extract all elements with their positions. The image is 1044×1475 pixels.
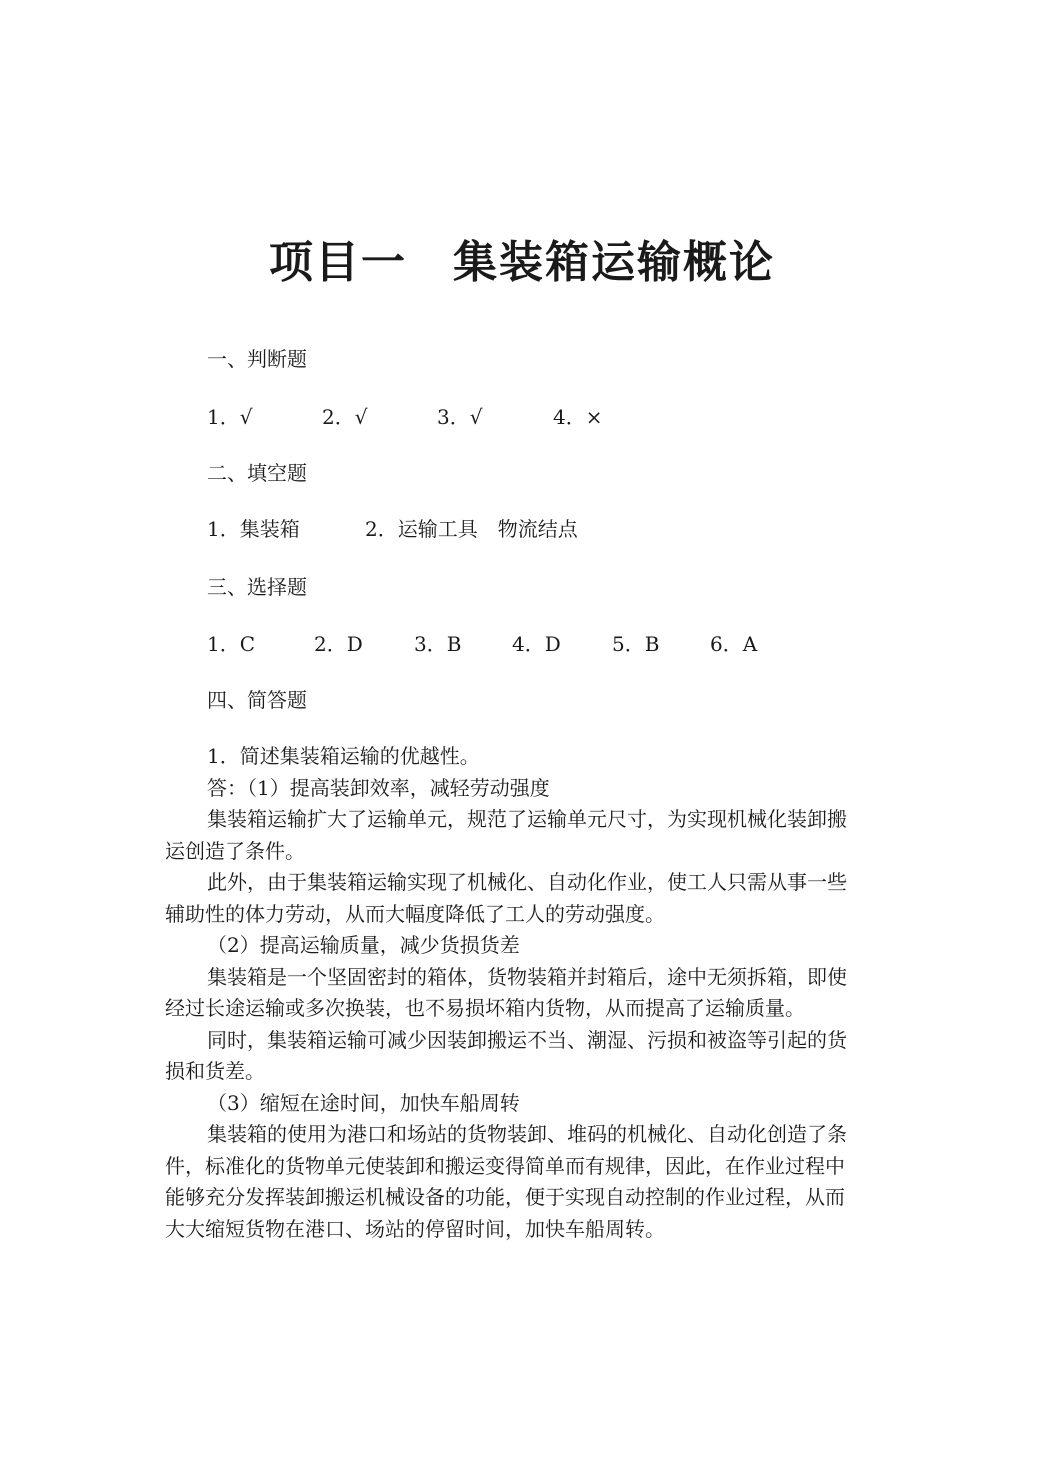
section-heading-short: 四、简答题 <box>207 688 307 712</box>
paragraph-line: 运创造了条件。 <box>165 838 305 863</box>
judge-answer-1: 1．√ <box>207 405 253 429</box>
choice-answer-4: 4．D <box>512 632 561 656</box>
choice-answer-6: 6．A <box>710 632 758 656</box>
subheading-3: （3）缩短在途时间，加快车船周转 <box>207 1090 520 1115</box>
choice-answer-5: 5．B <box>612 632 660 656</box>
paragraph-line: 损和货差。 <box>165 1059 265 1083</box>
section-heading-judge: 一、判断题 <box>207 347 307 371</box>
page-title: 项目一 集装箱运输概论 <box>269 237 775 288</box>
answer-intro: 答：（1）提高装卸效率，减轻劳动强度 <box>207 775 550 800</box>
paragraph-line: 辅助性的体力劳动，从而大幅度降低了工人的劳动强度。 <box>165 901 665 926</box>
paragraph-line: 此外，由于集装箱运输实现了机械化、自动化作业，使工人只需从事一些 <box>207 870 847 894</box>
choice-answer-3: 3．B <box>414 632 462 656</box>
paragraph-line: 经过长途运输或多次换装，也不易损坏箱内货物，从而提高了运输质量。 <box>165 996 805 1020</box>
paragraph-line: 大大缩短货物在港口、场站的停留时间，加快车船周转。 <box>165 1216 665 1241</box>
paragraph-line: 能够充分发挥装卸搬运机械设备的功能，便于实现自动控制的作业过程，从而 <box>165 1185 845 1209</box>
section-heading-choice: 三、选择题 <box>207 575 307 599</box>
judge-answer-2: 2．√ <box>322 405 368 429</box>
short-answer-body <box>165 741 881 1245</box>
paragraph-line: 集装箱的使用为港口和场站的货物装卸、堆码的机械化、自动化创造了条 <box>207 1122 847 1146</box>
paragraph-line: 集装箱是一个坚固密封的箱体，货物装箱并封箱后，途中无须拆箱，即使 <box>207 964 847 989</box>
question-text: 1．简述集装箱运输的优越性。 <box>207 744 480 768</box>
paragraph-line: 件，标准化的货物单元使装卸和搬运变得简单而有规律，因此，在作业过程中 <box>165 1153 845 1178</box>
choice-answer-1: 1．C <box>207 632 256 656</box>
fill-answer-1: 1．集装箱 <box>207 517 300 541</box>
judge-answer-4: 4．× <box>553 405 603 429</box>
section-heading-fill: 二、填空题 <box>207 461 307 485</box>
subheading-2: （2）提高运输质量，减少货损货差 <box>207 933 520 957</box>
judge-answer-3: 3．√ <box>437 405 483 429</box>
paragraph-line: 集装箱运输扩大了运输单元，规范了运输单元尺寸，为实现机械化装卸搬 <box>207 807 847 831</box>
fill-answer-2: 2．运输工具 物流结点 <box>365 517 578 541</box>
choice-answer-2: 2．D <box>314 632 363 656</box>
paragraph-line: 同时，集装箱运输可减少因装卸搬运不当、潮湿、污损和被盗等引起的货 <box>207 1027 847 1052</box>
